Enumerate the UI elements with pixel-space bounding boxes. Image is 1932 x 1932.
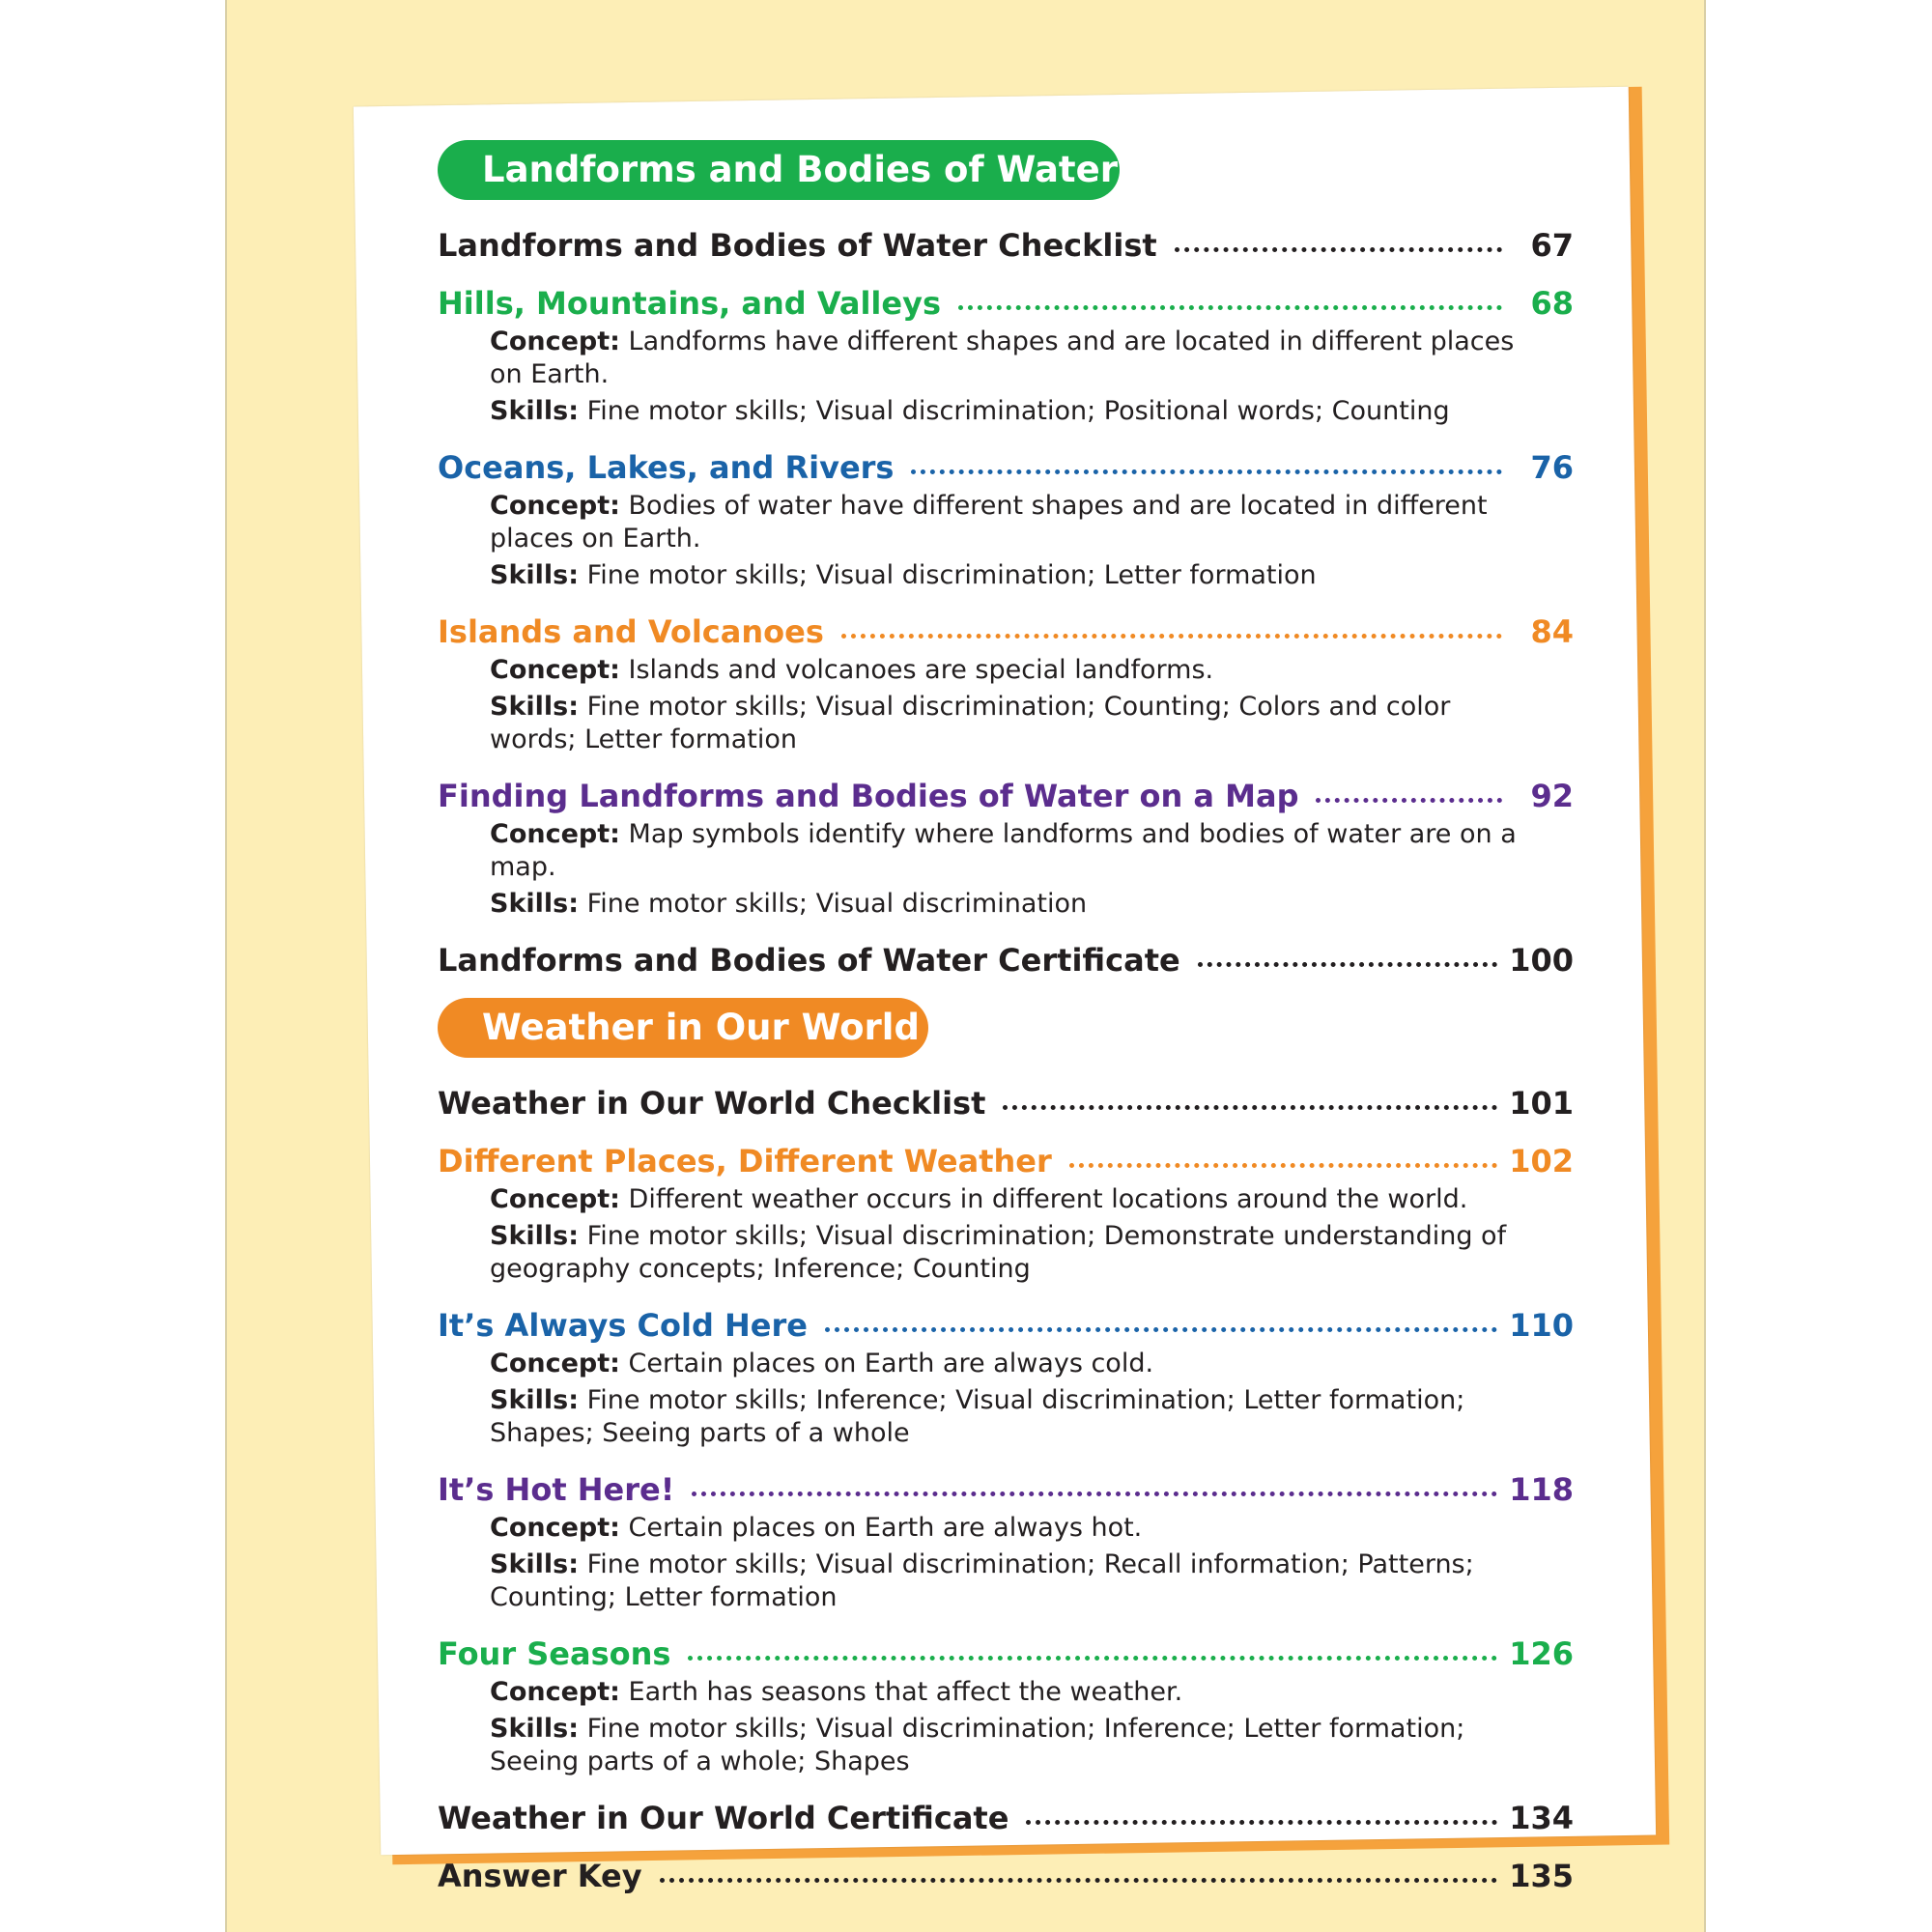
section-heading: Landforms and Bodies of Water <box>438 140 1120 200</box>
skills-line <box>490 1548 1545 1614</box>
concept-line <box>490 326 1545 391</box>
toc-entry <box>438 436 1574 592</box>
toc-entry-header <box>438 600 1574 650</box>
dot-leader <box>660 1878 1498 1883</box>
concept-text: Certain places on Earth are always cold. <box>628 1349 1154 1378</box>
toc-entry <box>438 1071 1574 1122</box>
concept-line <box>490 490 1545 555</box>
skills-line <box>490 559 1545 592</box>
skills-label: Skills: <box>490 1714 580 1744</box>
page-number: 118 <box>1509 1471 1574 1508</box>
page-number: 76 <box>1530 449 1574 486</box>
section-landforms <box>438 140 1574 979</box>
toc-entry-header <box>438 1622 1574 1672</box>
dot-leader <box>1198 962 1498 967</box>
skills-line <box>490 888 1545 921</box>
entry-title: Four Seasons <box>438 1635 671 1672</box>
toc-entry-header <box>438 764 1574 814</box>
page-number: 126 <box>1509 1635 1574 1672</box>
toc-entry <box>438 1786 1574 1836</box>
concept-line <box>490 1348 1545 1380</box>
entry-title: Landforms and Bodies of Water Checklist <box>438 227 1157 264</box>
concept-text: Map symbols identify where landforms and bodies of water are on a map. <box>490 819 1517 882</box>
dot-leader <box>692 1492 1497 1496</box>
entry-description <box>490 1676 1545 1778</box>
dot-leader <box>688 1656 1497 1661</box>
page-number: 110 <box>1509 1307 1574 1344</box>
entry-description <box>490 1512 1545 1614</box>
skills-label: Skills: <box>490 396 580 426</box>
toc-entry-header <box>438 271 1574 322</box>
concept-text: Bodies of water have different shapes and are located in different places on Earth. <box>490 491 1488 554</box>
skills-label: Skills: <box>490 560 580 590</box>
toc-entry <box>438 928 1574 979</box>
concept-label: Concept: <box>490 327 620 356</box>
toc-entry <box>438 213 1574 264</box>
entry-description <box>490 654 1545 756</box>
concept-line <box>490 818 1545 884</box>
skills-text: Fine motor skills; Visual discrimination; Demonstrate understanding of geography concepts; Inference; Counting <box>490 1221 1507 1284</box>
skills-label: Skills: <box>490 889 580 919</box>
skills-line <box>490 1384 1545 1450</box>
skills-line <box>490 395 1545 428</box>
concept-text: Certain places on Earth are always hot. <box>628 1513 1143 1543</box>
entry-title: Different Places, Different Weather <box>438 1143 1052 1179</box>
skills-text: Fine motor skills; Visual discrimination; Inference; Letter formation; Seeing parts of a whole; Shapes <box>490 1714 1465 1776</box>
entry-title: Finding Landforms and Bodies of Water on a Map <box>438 778 1299 814</box>
concept-label: Concept: <box>490 491 620 521</box>
concept-line <box>490 1676 1545 1709</box>
section-heading: Weather in Our World <box>438 998 928 1058</box>
dot-leader <box>1316 798 1502 803</box>
skills-line <box>490 1713 1545 1778</box>
dot-leader <box>911 469 1502 474</box>
page-number: 100 <box>1509 942 1574 979</box>
skills-text: Fine motor skills; Visual discrimination; Letter formation <box>586 560 1317 590</box>
skills-label: Skills: <box>490 1221 580 1251</box>
section-weather <box>438 998 1574 1894</box>
entry-title: Weather in Our World Checklist <box>438 1085 986 1122</box>
dot-leader <box>825 1327 1497 1332</box>
entry-description <box>490 490 1545 592</box>
toc-entry <box>438 600 1574 756</box>
entry-title: Hills, Mountains, and Valleys <box>438 285 941 322</box>
toc-entry-header <box>438 1071 1574 1122</box>
toc-entry <box>438 1458 1574 1614</box>
toc-entry-header <box>438 1844 1574 1894</box>
table-of-contents <box>438 140 1574 1894</box>
concept-text: Earth has seasons that affect the weather. <box>628 1677 1183 1707</box>
skills-text: Fine motor skills; Inference; Visual discrimination; Letter formation; Shapes; Seeing parts of a whole <box>490 1385 1465 1448</box>
concept-line <box>490 1512 1545 1545</box>
entry-title: It’s Hot Here! <box>438 1471 675 1508</box>
skills-label: Skills: <box>490 1549 580 1579</box>
concept-text: Islands and volcanoes are special landforms. <box>628 655 1214 685</box>
skills-text: Fine motor skills; Visual discrimination; Counting; Colors and color words; Letter formation <box>490 692 1451 754</box>
entry-description <box>490 818 1545 921</box>
skills-text: Fine motor skills; Visual discrimination <box>586 889 1088 919</box>
toc-entry <box>438 1129 1574 1286</box>
concept-line <box>490 1183 1545 1216</box>
page-number: 67 <box>1530 227 1574 264</box>
toc-entry <box>438 1293 1574 1450</box>
skills-line <box>490 691 1545 756</box>
toc-entry-header <box>438 1293 1574 1344</box>
page-number: 102 <box>1509 1143 1574 1179</box>
skills-label: Skills: <box>490 692 580 722</box>
page-number: 92 <box>1530 778 1574 814</box>
toc-entry <box>438 764 1574 921</box>
entry-description <box>490 326 1545 428</box>
concept-line <box>490 654 1545 687</box>
entry-title: Islands and Volcanoes <box>438 613 824 650</box>
entry-title: Answer Key <box>438 1858 642 1894</box>
dot-leader <box>841 634 1502 639</box>
entry-title: Landforms and Bodies of Water Certificate <box>438 942 1180 979</box>
dot-leader <box>1026 1820 1497 1825</box>
entry-description <box>490 1348 1545 1450</box>
toc-entry-header <box>438 1129 1574 1179</box>
concept-label: Concept: <box>490 655 620 685</box>
toc-entry <box>438 1844 1574 1894</box>
page-number: 68 <box>1530 285 1574 322</box>
toc-entry-header <box>438 1786 1574 1836</box>
toc-entry <box>438 271 1574 428</box>
concept-label: Concept: <box>490 1349 620 1378</box>
toc-entry-header <box>438 213 1574 264</box>
entry-title: Weather in Our World Certificate <box>438 1800 1009 1836</box>
dot-leader <box>1069 1163 1497 1168</box>
toc-entry-header <box>438 928 1574 979</box>
dot-leader <box>958 305 1502 310</box>
dot-leader <box>1003 1105 1497 1110</box>
skills-label: Skills: <box>490 1385 580 1415</box>
skills-text: Fine motor skills; Visual discrimination; Recall information; Patterns; Counting; Letter formation <box>490 1549 1474 1612</box>
page-number: 134 <box>1509 1800 1574 1836</box>
entry-title: It’s Always Cold Here <box>438 1307 808 1344</box>
concept-label: Concept: <box>490 819 620 849</box>
entry-title: Oceans, Lakes, and Rivers <box>438 449 895 486</box>
entry-description <box>490 1183 1545 1286</box>
concept-label: Concept: <box>490 1677 620 1707</box>
toc-entry <box>438 1622 1574 1778</box>
concept-label: Concept: <box>490 1513 620 1543</box>
page-number: 101 <box>1509 1085 1574 1122</box>
toc-entry-header <box>438 1458 1574 1508</box>
skills-text: Fine motor skills; Visual discrimination; Positional words; Counting <box>586 396 1450 426</box>
concept-text: Landforms have different shapes and are located in different places on Earth. <box>490 327 1515 389</box>
dot-leader <box>1175 247 1502 252</box>
page-number: 135 <box>1509 1858 1574 1894</box>
concept-text: Different weather occurs in different locations around the world. <box>628 1184 1468 1214</box>
concept-label: Concept: <box>490 1184 620 1214</box>
page-number: 84 <box>1530 613 1574 650</box>
skills-line <box>490 1220 1545 1286</box>
toc-entry-header <box>438 436 1574 486</box>
